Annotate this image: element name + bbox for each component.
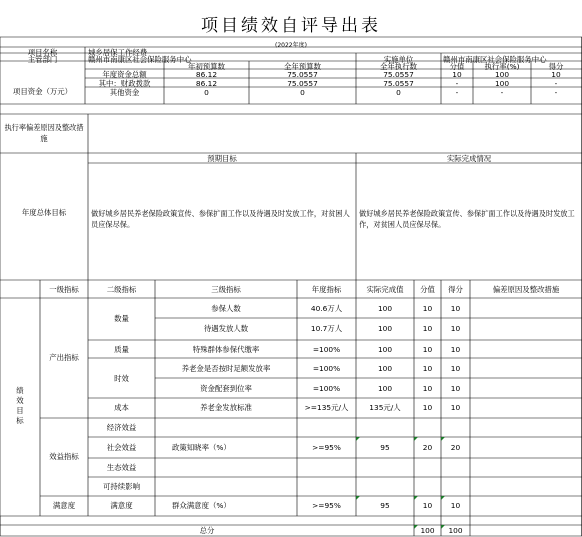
indicator-name: 群众满意度（%）	[172, 501, 231, 510]
funds-row-name: 其他资金	[109, 88, 140, 97]
performance-goal-label: 绩效目标	[16, 386, 24, 425]
impl-unit-label: 实施单位	[383, 55, 414, 64]
actual-goal-header: 实际完成情况	[446, 154, 492, 163]
funds-row-name: 其中：财政拨款	[98, 79, 151, 88]
indicator-got: 10	[450, 403, 461, 412]
funds-header-6: 得分	[548, 62, 564, 71]
total-got: 100	[448, 526, 463, 535]
indicator-actual: 100	[377, 384, 393, 393]
header-actual-value: 实际完成值	[366, 285, 404, 294]
year-label: (2022年度)	[275, 42, 307, 49]
header-score: 分值	[420, 285, 435, 294]
indicator-actual: 95	[380, 501, 390, 510]
funds-row-name: 年度资金总额	[102, 70, 147, 79]
cat-social: 社会效益	[106, 443, 137, 452]
page-title: 项目绩效自评导出表	[201, 16, 381, 36]
expected-goal-text: 做好城乡居民养老保险政策宣传、参保扩面工作以及待遇及时发放工作，对贫困人员应保尽保。	[91, 209, 350, 229]
indicator-name: 特殊群体参保代缴率	[192, 345, 260, 354]
funds-cell: 0	[300, 88, 305, 97]
indicator-name: 养老金是否按时足额发放率	[181, 364, 271, 373]
cat-satisfaction: 满意度	[110, 501, 133, 510]
output-indicator-label: 产出指标	[49, 353, 79, 362]
indicator-got: 10	[450, 364, 461, 373]
dept-name: 赣州市南康区社会保险服务中心	[88, 55, 192, 64]
indicator-got: 10	[450, 384, 461, 393]
indicator-score: 10	[422, 324, 433, 333]
funds-cell: -	[500, 88, 504, 97]
funds-cell: 75.0557	[287, 70, 318, 79]
funds-cell: 86.12	[195, 79, 218, 88]
indicator-actual: 100	[377, 304, 393, 313]
indicator-name: 养老金发放标准	[200, 403, 252, 412]
header-got: 得分	[448, 285, 463, 294]
funds-cell: -	[455, 79, 459, 88]
cat-economic: 经济效益	[106, 423, 137, 432]
funds-cell: 100	[494, 70, 510, 79]
funds-cell: 10	[551, 70, 561, 79]
indicator-got: 10	[450, 345, 461, 354]
dept-label: 主管部门	[27, 55, 58, 64]
funds-header-3: 全年执行数	[380, 62, 417, 71]
project-name-label: 项目名称	[27, 48, 58, 57]
actual-goal-text: 做好城乡居民养老保险政策宣传、参保扩面工作以及待遇及时发放工作，对贫困人员应保尽保。	[359, 209, 575, 229]
header-deviation: 偏差原因及整改措施	[492, 285, 560, 294]
project-name: 城乡居保工作经费	[88, 48, 148, 57]
funds-label: 项目资金（万元）	[12, 87, 73, 96]
indicator-target: 40.6万人	[310, 304, 343, 313]
benefit-indicator-label: 效益指标	[49, 452, 79, 461]
indicator-target: =100%	[312, 384, 341, 393]
funds-cell: 75.0557	[383, 70, 414, 79]
funds-cell: -	[554, 88, 558, 97]
indicator-score: 10	[422, 501, 433, 510]
total-score: 100	[420, 526, 435, 535]
cat-quality: 质量	[114, 345, 129, 354]
funds-cell: 0	[204, 88, 209, 97]
header-level1: 一级指标	[49, 285, 79, 294]
funds-cell: 86.12	[195, 70, 218, 79]
funds-cell: 75.0557	[383, 79, 414, 88]
funds-cell: 0	[396, 88, 401, 97]
header-level2: 二级指标	[106, 285, 137, 294]
cat-quantity: 数量	[114, 314, 129, 323]
funds-cell: 10	[452, 70, 462, 79]
indicator-score: 10	[422, 364, 433, 373]
indicator-name: 待遇发放人数	[203, 324, 249, 333]
cat-cost: 成本	[114, 403, 129, 412]
funds-header-4: 分值	[449, 62, 465, 71]
indicator-actual: 135元/人	[369, 403, 401, 412]
deviation-label: 执行率偏差原因及整改措施	[4, 123, 84, 143]
funds-cell: 75.0557	[287, 79, 318, 88]
expected-goal-header: 预期目标	[207, 154, 237, 163]
funds-header-2: 全年预算数	[284, 62, 321, 71]
funds-cell: 100	[494, 79, 510, 88]
header-level3: 三级指标	[211, 285, 241, 294]
indicator-actual: 100	[377, 345, 393, 354]
impl-unit: 赣州市南康区社会保险服务中心	[443, 55, 547, 64]
indicator-target: 10.7万人	[310, 324, 343, 333]
indicator-name: 政策知晓率（%）	[172, 443, 231, 452]
indicator-actual: 100	[377, 364, 393, 373]
indicator-target: >=135元/人	[304, 403, 349, 412]
cat-ecological: 生态效益	[106, 463, 137, 472]
indicator-actual: 100	[377, 324, 393, 333]
indicator-name: 资金配套到位率	[200, 384, 252, 393]
indicator-score: 10	[422, 345, 433, 354]
indicator-score: 20	[422, 443, 433, 452]
indicator-score: 10	[422, 304, 433, 313]
indicator-got: 10	[450, 501, 461, 510]
annual-goal-label: 年度总体目标	[21, 208, 67, 217]
cat-timeliness: 时效	[114, 374, 129, 383]
indicator-name: 参保人数	[211, 304, 241, 313]
indicator-target: >=95%	[312, 501, 341, 510]
indicator-target: =100%	[312, 345, 341, 354]
funds-header-5: 执行率(%)	[484, 62, 520, 71]
cat-sustainable: 可持续影响	[103, 482, 140, 491]
indicator-actual: 95	[380, 443, 390, 452]
funds-cell: -	[455, 88, 459, 97]
satisfaction-indicator-label: 满意度	[52, 501, 76, 510]
indicator-got: 10	[450, 324, 461, 333]
indicator-target: >=95%	[312, 443, 341, 452]
total-label: 总分	[199, 526, 215, 535]
funds-cell: -	[554, 79, 558, 88]
indicator-got: 10	[450, 304, 461, 313]
indicator-target: =100%	[312, 364, 341, 373]
indicator-got: 20	[450, 443, 461, 452]
indicator-score: 10	[422, 384, 433, 393]
funds-header-1: 年初预算数	[188, 62, 225, 71]
header-annual-target: 年度指标	[311, 285, 342, 294]
indicator-score: 10	[422, 403, 433, 412]
